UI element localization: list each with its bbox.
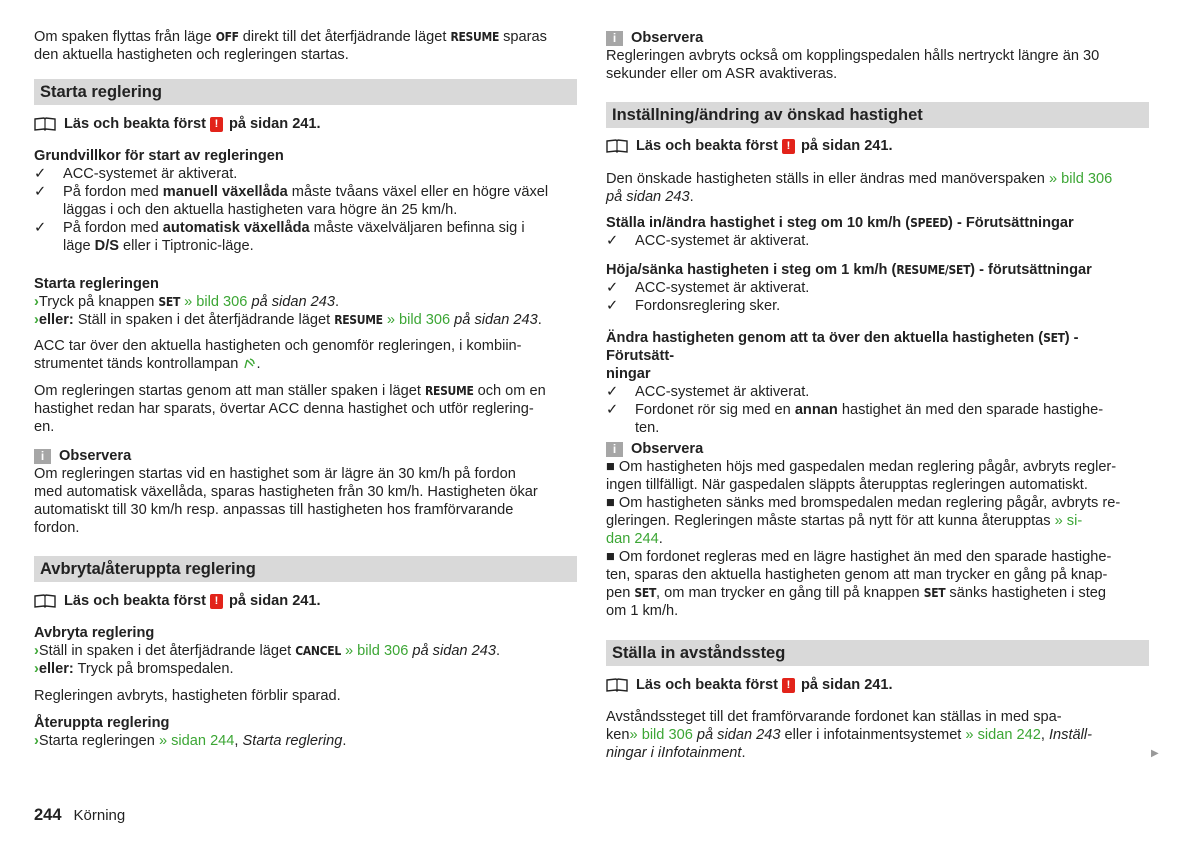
info-icon: i bbox=[606, 442, 623, 457]
start-steps: Starta regleringen ›Tryck på knappen SET » bild 306 på sidan 243. ›eller: Ställ in spaken i det återfjädrande läget RESUME » bild 306 på sidan 243. bbox=[34, 275, 577, 329]
list-item: ✓ ACC-systemet är aktiverat. bbox=[606, 280, 810, 296]
read-reference: Läs och beakta först ! på sidan 241. bbox=[606, 137, 1149, 155]
book-icon bbox=[34, 594, 56, 608]
step-item: ›Ställ in spaken i det återfjädrande läget CANCEL » bild 306 på sidan 243. bbox=[34, 643, 501, 659]
distance-paragraph: Avståndssteget till det framförvarande fordonet kan ställas in med spa- ken» bild 306 på sidan 243 eller i infotainmentsystemet » sidan 242, Inställ- ningar i iInfotainment. bbox=[606, 709, 1092, 761]
section-heading-abort: Avbryta/återuppta reglering bbox=[34, 556, 577, 582]
section-heading-distance: Ställa in avståndssteg bbox=[606, 640, 1149, 666]
intro-paragraph: Om spaken flyttas från läge OFF direkt till det återfjädrande läget RESUME sparas den aktuella hastigheten och regleringen startas. bbox=[34, 29, 547, 63]
read-reference: Läs och beakta först ! på sidan 241. bbox=[34, 592, 577, 610]
list-item: ✓ ACC-systemet är aktiverat. bbox=[606, 233, 810, 249]
acc-paragraph: ACC tar över den aktuella hastigheten och genomför regleringen, i kombiin- strumentet tänds kontrollampan . bbox=[34, 338, 522, 372]
page-link[interactable]: dan 244 bbox=[606, 531, 659, 547]
step-item: ›Tryck på knappen SET » bild 306 på sidan 243. bbox=[34, 294, 340, 310]
chapter-name: Körning bbox=[73, 807, 126, 824]
book-icon bbox=[34, 117, 56, 131]
figure-link[interactable]: » bild 306 bbox=[184, 294, 248, 310]
acc-lamp-icon bbox=[242, 357, 256, 370]
resume-steps: Återuppta reglering ›Starta regleringen » sidan 244, Starta reglering. bbox=[34, 714, 577, 750]
next-page-icon: ▶ bbox=[1151, 748, 1159, 759]
page-link[interactable]: » sidan 244 bbox=[158, 733, 235, 749]
list-item: ✓ ACC-systemet är aktiverat. bbox=[34, 166, 238, 182]
page-link[interactable]: » si- bbox=[1054, 513, 1083, 529]
warning-icon: ! bbox=[782, 678, 795, 693]
book-icon bbox=[606, 139, 628, 153]
note-box: i Observera Om regleringen startas vid en hastighet som är lägre än 30 km/h på fordon med automatisk växellåda, sparas hastigheten från 30 km/h. Hastigheten ökar automatiskt till 30 km/h resp. anpassas till hastigheten hos framförvarande fordon. bbox=[34, 448, 538, 536]
conditions-takeover: Ändra hastigheten genom att ta över den aktuella hastigheten (SET) - Förutsätt- ningar ✓ ACC-systemet är aktiverat. ✓ Fordonet rör sig med en annan hastighet än med den sparade hastighe- ten. bbox=[606, 329, 1149, 437]
warning-icon: ! bbox=[782, 139, 795, 154]
section-heading-speed: Inställning/ändring av önskad hastighet bbox=[606, 102, 1149, 128]
page-footer bbox=[34, 806, 125, 825]
resume-paragraph: Om regleringen startas genom att man ställer spaken i läget RESUME och om en hastighet redan har sparats, övertar ACC denna hastighet och utför reglering- en. bbox=[34, 383, 546, 435]
figure-link[interactable]: » bild 306 bbox=[629, 727, 693, 743]
page-number: 244 bbox=[34, 806, 62, 824]
step-item: ›Starta regleringen » sidan 244, Starta reglering. bbox=[34, 733, 347, 749]
info-icon: i bbox=[606, 31, 623, 46]
note-box: i Observera ■ Om hastigheten höjs med gaspedalen medan reglering pågår, avbryts regler- ingen tillfälligt. När gaspedalen släppts återupptas regleringen automatiskt. ■ Om hastigheten sänks med bromspedalen medan reglering pågår, avbryts re- gleringen. Regleringen måste startas på nytt för att kunna återupptas » si- dan 244. ■ Om fordonet regleras med en lägre hastighet än med den sparade hastighe- ten, sparas den aktuella hastigheten genom att man trycker en gång på knap- pen SET, om man trycker en gång till på knappen SET sänks hastigheten i steg om 1 km/h. bbox=[606, 441, 1121, 619]
conditions-block: Grundvillkor för start av regleringen ✓ ACC-systemet är aktiverat. ✓ På fordon med manuell växellåda måste tvåans växel eller en högre växel läggas i och den aktuella hastigheten vara högre än 25 km/h. ✓ På fordon med automatisk växellåda måste växelväljaren befinna sig i läge D/S eller i Tiptronic-läge. bbox=[34, 147, 577, 255]
list-item: ✓ På fordon med automatisk växellåda måste växelväljaren befinna sig i läge D/S eller i Tiptronic-läge. bbox=[34, 220, 525, 254]
info-icon: i bbox=[34, 449, 51, 464]
read-reference: Läs och beakta först ! på sidan 241. bbox=[34, 115, 577, 133]
step-item: ›eller: Ställ in spaken i det återfjädrande läget RESUME » bild 306 på sidan 243. bbox=[34, 312, 542, 328]
step-item: ›eller: Tryck på bromspedalen. bbox=[34, 661, 234, 677]
page-link[interactable]: » sidan 242 bbox=[965, 727, 1041, 743]
read-reference: Läs och beakta först ! på sidan 241. bbox=[606, 676, 1149, 694]
list-item: ✓ På fordon med manuell växellåda måste tvåans växel eller en högre växel läggas i och den aktuella hastigheten vara högre än 25 km/h. bbox=[34, 184, 549, 218]
speed-paragraph: Den önskade hastigheten ställs in eller ändras med manöverspaken » bild 306 på sidan 243. bbox=[606, 171, 1113, 205]
conditions-10: Ställa in/ändra hastighet i steg om 10 km/h (SPEED) - Förutsättningar ✓ ACC-systemet är aktiverat. bbox=[606, 214, 1149, 250]
figure-link[interactable]: » bild 306 bbox=[1048, 171, 1113, 187]
warning-icon: ! bbox=[210, 594, 223, 609]
figure-link[interactable]: » bild 306 bbox=[386, 312, 451, 328]
list-item: ✓ Fordonsreglering sker. bbox=[606, 298, 781, 314]
list-item: ✓ Fordonet rör sig med en annan hastighet än med den sparade hastighe- ten. bbox=[606, 402, 1104, 436]
list-item: ✓ ACC-systemet är aktiverat. bbox=[606, 384, 810, 400]
book-icon bbox=[606, 678, 628, 692]
section-heading-start: Starta reglering bbox=[34, 79, 577, 105]
abort-steps: Avbryta reglering ›Ställ in spaken i det återfjädrande läget CANCEL » bild 306 på sidan 243. ›eller: Tryck på bromspedalen. bbox=[34, 624, 577, 678]
figure-link[interactable]: » bild 306 bbox=[345, 643, 409, 659]
warning-icon: ! bbox=[210, 117, 223, 132]
abort-result: Regleringen avbryts, hastigheten förblir sparad. bbox=[34, 688, 341, 704]
note-box: i Observera Regleringen avbryts också om kopplingspedalen hålls nertryckt längre än 30 sekunder eller om ASR avaktiveras. bbox=[606, 30, 1100, 82]
conditions-1: Höja/sänka hastigheten i steg om 1 km/h (RESUME/SET) - förutsättningar ✓ ACC-systemet är aktiverat. ✓ Fordonsreglering sker. bbox=[606, 261, 1149, 315]
